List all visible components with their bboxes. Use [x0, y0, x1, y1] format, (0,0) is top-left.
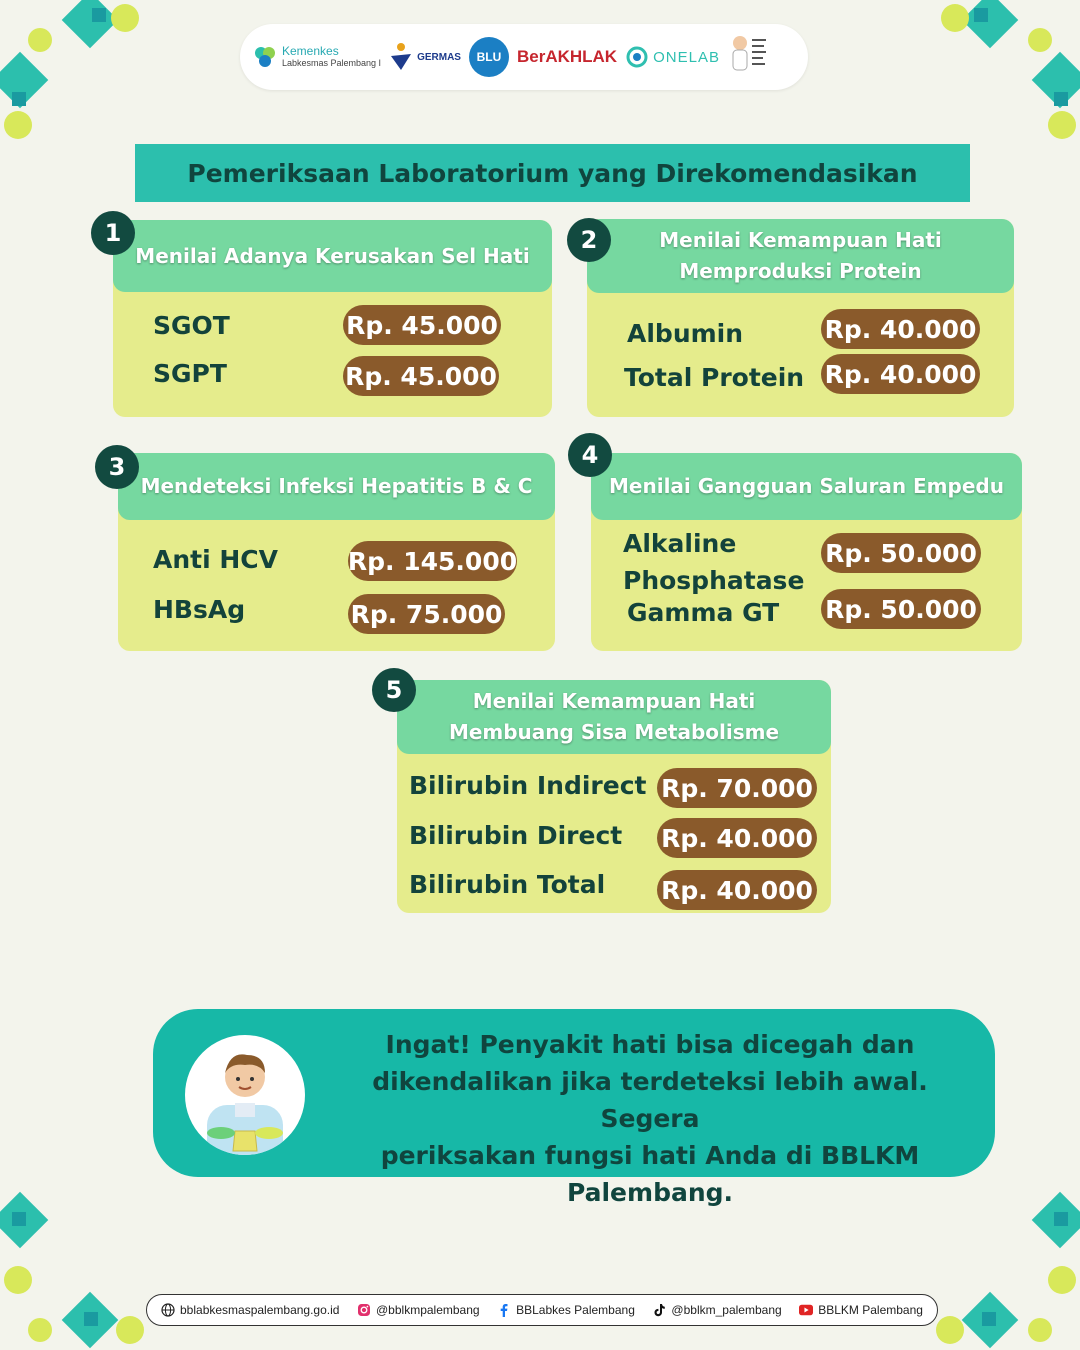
price-sgpt: Rp. 45.000 — [343, 356, 499, 396]
mascot-logo — [728, 33, 770, 81]
section-heading-3 — [118, 453, 555, 520]
section-number-badge-5: 5 — [372, 668, 416, 712]
berakhlak-text: BerAKHLAK — [516, 47, 618, 66]
reminder-line-3: periksakan fungsi hati Anda di BBLKM — [380, 1141, 920, 1170]
logo-bar — [240, 24, 808, 90]
onelab-logo — [625, 45, 720, 69]
corner-ornament-top-right — [920, 0, 1080, 160]
tiktok-icon — [652, 1303, 666, 1317]
section-number-badge-3: 3 — [95, 445, 139, 489]
test-name-phosphatase: Phosphatase — [623, 566, 805, 595]
section-heading-1 — [113, 220, 552, 292]
section-number-badge-2: 2 — [567, 218, 611, 262]
youtube-icon — [799, 1303, 813, 1317]
section-heading-line1: Menilai Kemampuan Hati — [659, 228, 942, 252]
germas-logo — [389, 42, 461, 72]
price-total-protein: Rp. 40.000 — [821, 354, 980, 394]
price-sgot: Rp. 45.000 — [343, 305, 501, 345]
onelab-circle-icon — [625, 45, 649, 69]
test-name-sgpt: SGPT — [153, 359, 227, 388]
price-hbsag: Rp. 75.000 — [348, 594, 505, 634]
test-name-gamma-gt: Gamma GT — [627, 598, 780, 627]
test-name-total-protein: Total Protein — [624, 363, 805, 392]
kemenkes-name: Kemenkes — [282, 44, 339, 59]
section-number-badge-1: 1 — [91, 211, 135, 255]
footer-instagram-text: @bblkmpalembang — [376, 1303, 480, 1317]
footer-facebook[interactable] — [497, 1303, 635, 1317]
section-heading-text: Menilai Gangguan Saluran Empedu — [609, 474, 1004, 498]
page-title-banner — [135, 144, 970, 202]
footer-facebook-text: BBLabkes Palembang — [516, 1303, 635, 1317]
reminder-line-4: Palembang. — [566, 1178, 734, 1207]
berakhlak-logo — [517, 47, 617, 67]
facebook-icon — [497, 1303, 511, 1317]
germas-text: GERMAS — [417, 51, 461, 63]
section-heading-5 — [397, 680, 831, 754]
instagram-icon — [357, 1303, 371, 1317]
test-name-hbsag: HBsAg — [153, 595, 246, 624]
footer-website[interactable] — [161, 1303, 339, 1317]
kemenkes-leaf-icon — [252, 44, 278, 70]
price-gamma-gt: Rp. 50.000 — [821, 589, 981, 629]
section-number-badge-4: 4 — [568, 433, 612, 477]
germas-figure-icon — [389, 42, 413, 72]
test-name-bilirubin-direct: Bilirubin Direct — [409, 821, 623, 850]
footer-instagram[interactable] — [357, 1303, 480, 1317]
reminder-text — [320, 1026, 980, 1211]
footer-youtube[interactable] — [799, 1303, 923, 1317]
page-title: Pemeriksaan Laboratorium yang Direkomendasikan — [187, 158, 918, 188]
section-heading-line2: Memproduksi Protein — [679, 259, 922, 283]
section-heading-2 — [587, 219, 1014, 293]
price-bilirubin-total: Rp. 40.000 — [657, 870, 817, 910]
price-bilirubin-indirect: Rp. 70.000 — [657, 768, 817, 808]
price-albumin: Rp. 40.000 — [821, 309, 980, 349]
footer-youtube-text: BBLKM Palembang — [818, 1303, 923, 1317]
section-heading-line1: Menilai Kemampuan Hati — [472, 689, 756, 713]
section-heading-4 — [591, 453, 1022, 520]
test-name-albumin: Albumin — [627, 319, 744, 348]
test-name-bilirubin-indirect: Bilirubin Indirect — [409, 771, 647, 800]
test-name-alkaline: Alkaline — [623, 529, 737, 558]
test-name-bilirubin-total: Bilirubin Total — [409, 870, 606, 899]
reminder-line-2: dikendalikan jika terdeteksi lebih awal. Segera — [372, 1067, 928, 1133]
section-heading-text: Menilai Adanya Kerusakan Sel Hati — [135, 243, 530, 268]
footer-website-text: bblabkesmaspalembang.go.id — [180, 1303, 340, 1317]
corner-ornament-top-left — [0, 0, 160, 160]
footer-contact-bar — [146, 1294, 938, 1326]
reminder-line-1: Ingat! Penyakit hati bisa dicegah dan — [385, 1030, 915, 1059]
section-heading-text: Mendeteksi Infeksi Hepatitis B & C — [140, 474, 533, 498]
globe-icon — [161, 1303, 175, 1317]
test-name-sgot: SGOT — [153, 311, 230, 340]
kemenkes-logo — [252, 44, 381, 70]
corner-ornament-bottom-left — [0, 1180, 160, 1350]
onelab-text: ONELAB — [653, 48, 720, 66]
scientist-illustration — [185, 1035, 305, 1155]
price-bilirubin-direct: Rp. 40.000 — [657, 818, 817, 858]
footer-tiktok-text: @bblkm_palembang — [671, 1303, 782, 1317]
blu-logo: BLU — [469, 37, 509, 77]
footer-tiktok[interactable] — [652, 1303, 781, 1317]
price-alkaline-phosphatase: Rp. 50.000 — [821, 533, 981, 573]
test-name-anti-hcv: Anti HCV — [153, 545, 278, 574]
price-anti-hcv: Rp. 145.000 — [348, 541, 517, 581]
section-heading-line2: Membuang Sisa Metabolisme — [448, 720, 780, 744]
kemenkes-subtitle: Labkesmas Palembang I — [282, 57, 382, 68]
